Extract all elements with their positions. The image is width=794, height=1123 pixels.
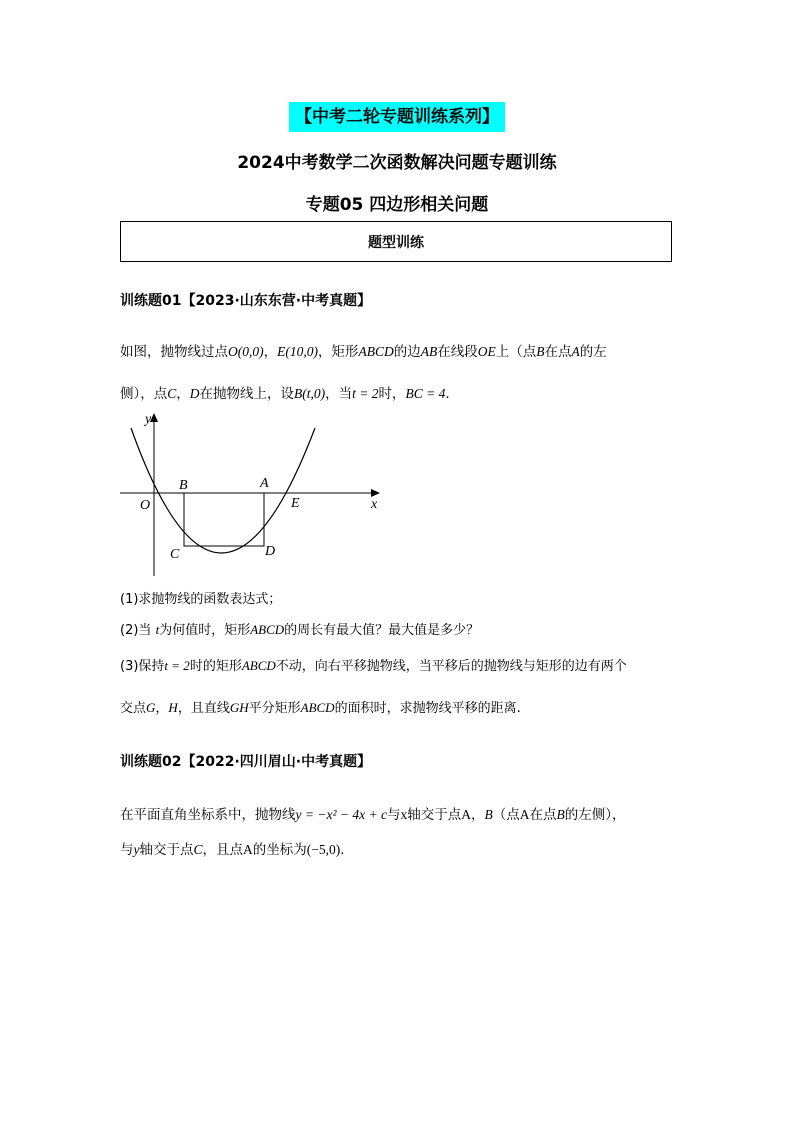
math-run: ABCD xyxy=(300,700,335,715)
math-run: AB xyxy=(420,344,438,359)
math-run: A xyxy=(461,807,471,822)
text-run: . xyxy=(340,842,345,858)
text-run: 在线段 xyxy=(437,344,478,360)
problem-1-question-1: (1)求抛物线的函数表达式； xyxy=(120,592,282,607)
text-run: ， xyxy=(155,701,169,716)
math-run: B xyxy=(556,807,565,822)
math-run: D xyxy=(189,386,200,401)
text-run: 时的矩形 xyxy=(189,659,242,674)
text-run: （点 xyxy=(492,807,520,823)
label-o: O xyxy=(140,498,151,513)
math-run: B(t,0) xyxy=(294,386,326,401)
series-title: 【中考二轮专题训练系列】 xyxy=(289,102,505,132)
label-c: C xyxy=(170,547,180,562)
label-y: y xyxy=(145,412,152,427)
text-run: 轴交于点 xyxy=(407,807,462,823)
text-run: 侧），点 xyxy=(120,386,168,402)
math-run: t = 2 xyxy=(164,658,190,673)
text-run: 时， xyxy=(378,386,406,402)
math-run: C xyxy=(167,386,177,401)
problem-1-line-2 xyxy=(120,382,680,402)
text-run: ， xyxy=(263,344,278,360)
label-a: A xyxy=(260,476,269,491)
problem-2-line-1 xyxy=(120,803,680,823)
parabola-rectangle-figure xyxy=(118,408,388,578)
math-run: A xyxy=(243,842,253,857)
text-run: 在抛物线上，设 xyxy=(199,386,295,402)
label-e: E xyxy=(291,496,300,511)
text-run: 在平面直角坐标系中，抛物线 xyxy=(120,807,296,823)
text-run: ，且点 xyxy=(202,842,244,858)
text-run: ，矩形 xyxy=(318,344,359,360)
problem-1-line-1 xyxy=(120,340,680,360)
math-run: E(10,0) xyxy=(277,344,318,359)
x-axis-arrow xyxy=(371,489,380,497)
text-run: 上（点 xyxy=(495,344,537,360)
text-run: 在点 xyxy=(529,807,557,823)
math-run: B xyxy=(484,807,493,822)
text-run: 与 xyxy=(120,842,134,858)
problem-2-heading: 训练题02【2022·四川眉山·中考真题】 xyxy=(120,754,372,770)
text-run: 的面积时，求抛物线平移的距离. xyxy=(334,701,521,716)
math-run: B xyxy=(536,344,545,359)
text-run: 如图，抛物线过点 xyxy=(120,344,228,360)
math-run: y xyxy=(133,842,140,857)
text-run: (2)当 xyxy=(120,623,156,638)
text-run: ，且直线 xyxy=(177,701,230,716)
main-title: 2024中考数学二次函数解决问题专题训练 xyxy=(237,153,557,173)
text-run: ，当 xyxy=(325,386,353,402)
math-run: A xyxy=(571,344,580,359)
text-run: 不动，向右平移抛物线，当平移后的抛物线与矩形的边有两个 xyxy=(275,659,627,674)
math-run: GH xyxy=(229,700,249,715)
series-banner xyxy=(0,102,794,132)
math-run: H xyxy=(168,700,178,715)
label-d: D xyxy=(265,544,276,559)
math-run: G xyxy=(146,700,156,715)
text-run: 与 xyxy=(386,807,401,823)
math-run: t = 2 xyxy=(352,386,379,401)
text-run: ， xyxy=(470,807,485,823)
section-header-box xyxy=(120,221,672,262)
text-run: (3)保持 xyxy=(120,659,165,674)
text-run: 在点 xyxy=(544,344,572,360)
math-run: ABCD xyxy=(241,658,276,673)
math-run: t xyxy=(155,622,160,637)
rectangle-abcd xyxy=(184,493,264,546)
math-run: ABCD xyxy=(358,344,394,359)
problem-1-question-3-line-2 xyxy=(120,697,680,716)
label-b: B xyxy=(179,478,188,493)
math-run: O(0,0) xyxy=(228,344,264,359)
problem-1-question-3-line-1 xyxy=(120,655,680,674)
problem-1-heading: 训练题01【2023·山东东营·中考真题】 xyxy=(120,293,372,309)
math-run: C xyxy=(193,842,203,857)
section-title: 题型训练 xyxy=(368,234,424,251)
label-x: x xyxy=(371,497,378,512)
text-run: ， xyxy=(176,386,190,402)
text-run: 交点 xyxy=(120,701,147,716)
math-run: (−5,0) xyxy=(306,842,341,857)
math-run: BC = 4 xyxy=(405,386,446,401)
text-run: 的周长有最大值？最大值是多少？ xyxy=(284,623,480,638)
text-run: 的坐标为 xyxy=(252,842,307,858)
text-run: 为何值时，矩形 xyxy=(159,623,251,638)
text-run: 的边 xyxy=(393,344,421,360)
topic-title: 专题05 四边形相关问题 xyxy=(305,195,489,215)
problem-1-question-2 xyxy=(120,619,680,638)
math-run: x xyxy=(400,807,408,822)
parabola-curve xyxy=(131,428,315,553)
problem-2-line-2 xyxy=(120,838,680,858)
math-run: OE xyxy=(477,344,496,359)
text-run: 平分矩形 xyxy=(248,701,301,716)
math-run: ABCD xyxy=(250,622,285,637)
text-run: 的左侧）， xyxy=(564,807,626,823)
math-run: A xyxy=(519,807,530,822)
text-run: 轴交于点 xyxy=(139,842,194,858)
text-run: 的左 xyxy=(579,344,607,360)
math-run: y = −x² − 4x + c xyxy=(295,807,387,822)
text-run: . xyxy=(445,386,450,402)
